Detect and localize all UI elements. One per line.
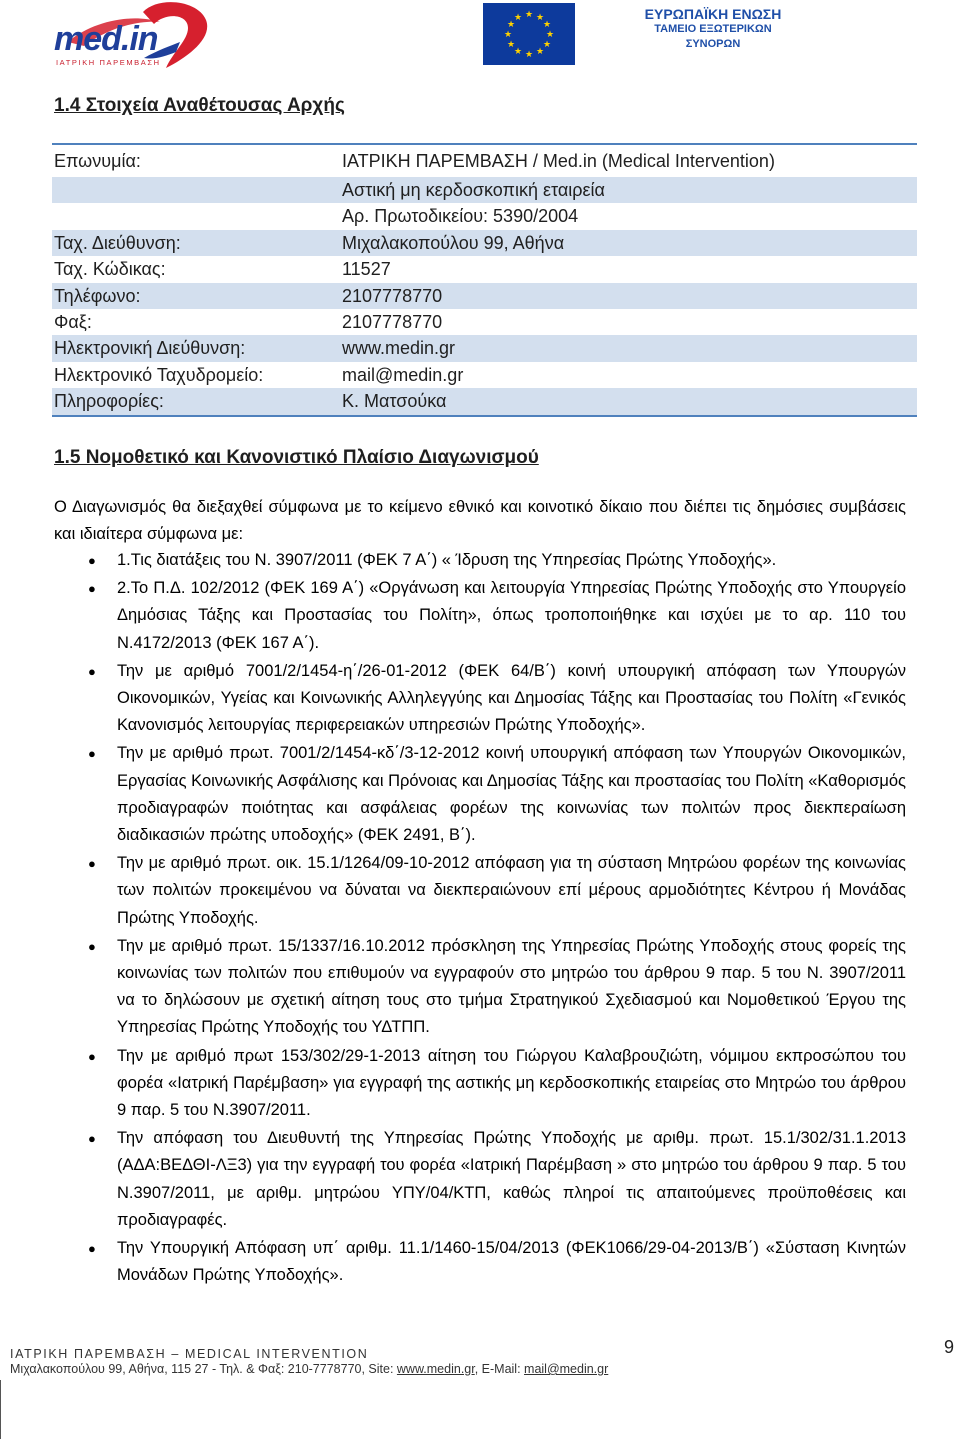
eu-line-3: ΣΥΝΟΡΩΝ: [685, 38, 741, 50]
row-label: Επωνυμία:: [54, 151, 141, 171]
row-value: ΙΑΤΡΙΚΗ ΠΑΡΕΜΒΑΣΗ / Med.in (Medical Intervention): [342, 151, 775, 171]
table-row: [52, 283, 917, 309]
bullet-icon: ●: [88, 746, 96, 762]
list-item-text: Την με αριθμό 7001/2/1454-η΄/26-01-2012 (ΦΕΚ 64/Β΄) κοινή υπουργική απόφαση των Υπουργών Οικονομικών, Υγείας και Κοινωνικής Αλληλεγγύης και Δημοσίας Τάξης και Προστασίας του Πολίτη «Γενικός Κανονισμός λειτουργίας περιφερειακών υπηρεσιών Πρώτης Υποδοχής».: [117, 661, 906, 735]
row-value: www.medin.gr: [342, 338, 456, 359]
table-row: [52, 177, 917, 203]
bullet-icon: ●: [88, 553, 96, 568]
row-label: Τηλέφωνο:: [54, 285, 141, 306]
list-item-text: Την με αριθμό πρωτ. 7001/2/1454-κδ΄/3-12-2012 κοινή υπουργική απόφαση των Υπουργών Οικονομικών, Εργασίας Κοινωνικής Ασφάλισης και Πρόνοιας και Δημοσίας Τάξης και προστασίας του Πολίτη «Καθορισμός προδιαγραφών ποιότητας και ασφάλειας φορέων της κοινωνίας των πολιτών προς διεκπεραίωση διαδικασιών πρώτης υποδοχής» (ΦΕΚ 2491, Β΄).: [117, 744, 906, 845]
list-item-text: 1.Τις διατάξεις του Ν. 3907/2011 (ΦΕΚ 7 Α΄) « Ίδρυση της Υπηρεσίας Πρώτης Υποδοχής».: [117, 551, 777, 569]
list-item: [54, 1235, 906, 1289]
list-item-text: Την Υπουργική Απόφαση υπ΄ αριθμ. 11.1/1460-15/04/2013 (ΦΕΚ1066/29-04-2013/Β΄) «Σύσταση Κινητών Μονάδων Πρώτης Υποδοχής».: [117, 1239, 906, 1285]
footer-email-link[interactable]: mail@medin.gr: [524, 1362, 609, 1376]
row-value: Αστική μη κερδοσκοπική εταιρεία: [342, 180, 605, 200]
medin-logo: [48, 2, 218, 74]
row-label: Ηλεκτρονικό Ταχυδρομείο:: [54, 364, 264, 385]
page-footer: [10, 1347, 608, 1376]
footer-contact: [10, 1362, 608, 1376]
eu-line-1: ΕΥΡΩΠΑΪΚΗ ΕΝΩΣΗ: [644, 6, 782, 22]
footer-address: Μιχαλακοπούλου 99, Αθήνα, 115 27 - Τηλ. & Φαξ: 210-7778770, Site:: [10, 1362, 397, 1376]
row-label: Ταχ. Κώδικας:: [54, 259, 166, 280]
table-row: [52, 335, 917, 361]
list-item: [54, 850, 906, 932]
row-value: Μιχαλακοπούλου 99, Αθήνα: [342, 232, 565, 253]
list-item: [54, 1125, 906, 1234]
bullet-icon: ●: [88, 1241, 96, 1257]
table-row: [52, 256, 917, 282]
bullet-icon: ●: [88, 856, 96, 872]
row-value: 2107778770: [342, 285, 443, 306]
svg-text:★: ★: [542, 40, 552, 50]
svg-text:★: ★: [506, 40, 516, 50]
legal-framework-list: [54, 547, 906, 1290]
eu-fund-label: [583, 6, 843, 52]
bullet-icon: ●: [88, 1048, 96, 1064]
svg-text:★: ★: [513, 47, 523, 57]
footer-site-link[interactable]: www.medin.gr: [396, 1362, 475, 1376]
list-item-text: Την με αριθμό πρωτ. οικ. 15.1/1264/09-10-2012 απόφαση για τη σύσταση Μητρώου φορέων της κοινωνίας των πολιτών προκειμένου να δύναται να διεκπεραιώνουν επί μέρους αρμοδιότητες Κέντρου ή Μονάδας Πρώτης Υποδοχής.: [117, 854, 906, 927]
list-item: [54, 547, 906, 574]
svg-text:★: ★: [524, 50, 534, 60]
svg-text:★: ★: [545, 30, 555, 40]
logo-tagline: ΙΑΤΡΙΚΗ ΠΑΡΕΜΒΑΣΗ: [56, 58, 161, 67]
row-value: mail@medin.gr: [342, 364, 464, 385]
list-item-text: Την με αριθμό πρωτ 153/302/29-1-2013 αίτηση του Γιώργου Καλαβρουζιώτη, νόμιμου εκπροσώπου του φορέα «Ιατρική Παρέμβαση» για εγγραφή της αστικής μη κερδοσκοπικής εταιρείας στο Μητρώο του άρθρου 9 παρ. 5 του Ν.3907/2011.: [117, 1046, 906, 1120]
margin-rule: [0, 1380, 1, 1439]
intro-paragraph: Ο Διαγωνισμός θα διεξαχθεί σύμφωνα με το κείμενο εθνικό και κοινοτικό δίκαιο που διέπει τις δημόσιες συμβάσεις και ιδιαίτερα σύμφωνα με:: [54, 498, 906, 543]
list-item-text: Την απόφαση του Διευθυντή της Υπηρεσίας Πρώτης Υποδοχής με αριθμ. πρωτ. 15.1/302/31.1.2013 (ΑΔΑ:ΒΕΔΘΙ-ΛΞ3) για την εγγραφή του φορέα «Ιατρική Παρέμβαση » στο μητρώο του άρθρου 9 παρ. 5 του Ν.3907/2011, με αριθμ. μητρώου ΥΠΥ/04/ΚΤΠ, καθώς πληροί τις απαιτούμενες προϋποθέσεις και προδιαγραφές.: [117, 1129, 906, 1229]
section-1-4-title: 1.4 Στοιχεία Αναθέτουσας Αρχής: [54, 95, 345, 116]
list-item-text: 2.Το Π.Δ. 102/2012 (ΦΕΚ 169 Α΄) «Οργάνωση και λειτουργία Υπηρεσίας Πρώτης Υποδοχής στο Υπουργείο Δημόσιας Τάξης και Προστασίας του Πολίτη», όπως τροποποιήθηκε και ισχύει με το αρ. 110 του Ν.4172/2013 (ΦΕΚ 167 Α΄).: [117, 579, 906, 652]
table-row: [52, 362, 917, 388]
eu-flag-icon: [483, 3, 575, 65]
list-item: [54, 1043, 906, 1125]
bullet-icon: ●: [88, 1131, 96, 1147]
bullet-icon: ●: [88, 581, 96, 597]
bullet-icon: ●: [88, 663, 96, 679]
row-label: Πληροφορίες:: [54, 391, 164, 412]
row-value: Αρ. Πρωτοδικείου: 5390/2004: [342, 206, 579, 227]
svg-text:★: ★: [535, 13, 545, 23]
row-value: Κ. Ματσούκα: [342, 391, 447, 412]
logo-brand: med.in: [54, 20, 158, 58]
table-row: [52, 230, 917, 256]
table-row: [52, 309, 917, 335]
list-item: [54, 658, 906, 740]
table-row: [52, 388, 917, 414]
svg-text:★: ★: [524, 10, 534, 20]
page-number: 9: [944, 1337, 955, 1357]
svg-text:★: ★: [503, 30, 513, 40]
list-item: [54, 575, 906, 657]
svg-text:★: ★: [542, 20, 552, 30]
row-label: Ηλεκτρονική Διεύθυνση:: [54, 338, 246, 359]
table-row: [52, 145, 917, 177]
svg-text:★: ★: [513, 13, 523, 23]
eu-line-2: ΤΑΜΕΙΟ ΕΞΩΤΕΡΙΚΩΝ: [654, 23, 772, 35]
list-item: [54, 933, 906, 1042]
table-row: [52, 203, 917, 229]
footer-organization: ΙΑΤΡΙΚΗ ΠΑΡΕΜΒΑΣΗ – MEDICAL INTERVENTION: [10, 1347, 369, 1361]
contracting-authority-table: [52, 143, 917, 417]
row-label: Ταχ. Διεύθυνση:: [54, 232, 181, 253]
row-value: 11527: [342, 259, 391, 280]
svg-text:★: ★: [535, 47, 545, 57]
section-1-5-title: 1.5 Νομοθετικό και Κανονιστικό Πλαίσιο Διαγωνισμού: [54, 447, 539, 468]
list-item: [54, 740, 906, 849]
row-label: Φαξ:: [54, 311, 92, 332]
svg-text:★: ★: [506, 20, 516, 30]
list-item-text: Την με αριθμό πρωτ. 15/1337/16.10.2012 πρόσκληση της Υπηρεσίας Πρώτης Υποδοχής στους φορείς της κοινωνίας των πολιτών που επιθυμούν να εγγραφούν στο μητρώο του άρθρου 9 παρ. 5 του Ν. 3907/2011 να το δηλώσουν με σχετική αίτηση τους στο τμήμα Στρατηγικού Σχεδιασμού και Νομοθετικού Έργου της Υπηρεσίας Πρώτης Υποδοχής του ΥΔΤΠΠ.: [117, 936, 906, 1037]
row-value: 2107778770: [342, 311, 443, 332]
footer-separator: , E-Mail:: [474, 1362, 525, 1376]
bullet-icon: ●: [88, 938, 96, 954]
